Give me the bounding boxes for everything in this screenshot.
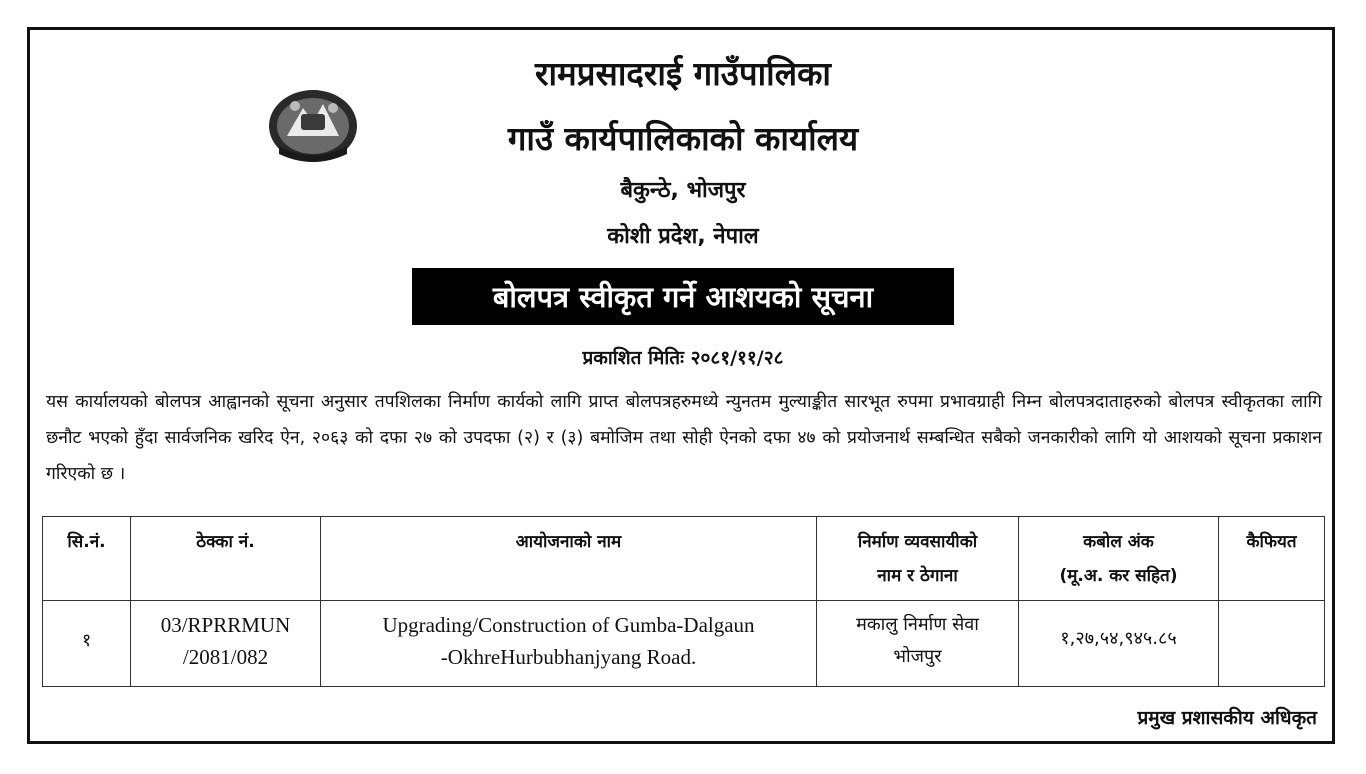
award-table [42,516,1325,687]
cell-remarks [1219,601,1325,687]
project-line2: -OkhreHurbubhanjyang Road. [440,645,697,669]
municipality-name: रामप्रसादराई गाउँपालिका [535,54,831,93]
contractor-line2: भोजपुर [893,646,942,667]
header-contractor-line1: निर्माण व्यवसायीको [857,532,978,552]
contractor-line1: मकालु निर्माण सेवा [856,614,979,635]
project-line1: Upgrading/Construction of Gumba-Dalgaun [382,613,755,637]
header-remarks: कैफियत [1219,517,1325,601]
address-line-1: बैकुन्ठे, भोजपुर [620,178,746,203]
contract-no-line2: /2081/082 [182,645,269,669]
cell-bid-amount: १,२७,५४,९४५.८५ [1019,601,1219,687]
signatory: प्रमुख प्रशासकीय अधिकृत [1137,707,1317,729]
contract-no-line1: 03/RPRRMUN [160,613,291,637]
header-contractor [817,517,1019,601]
table-row [43,601,1325,687]
header-bid-amount-line1: कबोल अंक [1083,532,1154,552]
header-sn: सि.नं. [43,517,131,601]
notice-body: यस कार्यालयको बोलपत्र आह्वानको सूचना अनुसार तपशिलका निर्माण कार्यको लागि प्राप्त बोलपत्रहरुमध्ये न्युनतम मुल्याङ्कीत सारभूत रुपमा प्रभावग्राही निम्न बोलपत्रदाताहरुको बोलपत्र स्वीकृतका लागि छनौट भएको हुँदा सार्वजनिक खरिद ऐन, २०६३ को दफा २७ को उपदफा (२) र (३) बमोजिम तथा सोही ऐनको दफा ४७ को प्रयोजनार्थ सम्बन्धित सबैको जनकारीको लागि यो आशयको सूचना प्रकाशन गरिएको छ । [46,392,1322,484]
cell-project-name [321,601,817,687]
header-bid-amount [1019,517,1219,601]
office-name: गाउँ कार्यपालिकाको कार्यालय [507,119,859,158]
header-contractor-line2: नाम र ठेगाना [877,566,958,586]
header-project-name: आयोजनाको नाम [321,517,817,601]
cell-contractor [817,601,1019,687]
address-line-2: कोशी प्रदेश, नेपाल [607,224,759,249]
table-header-row [43,517,1325,601]
cell-sn: १ [43,601,131,687]
notice-heading: बोलपत्र स्वीकृत गर्ने आशयको सूचना [412,268,954,325]
cell-contract-no [131,601,321,687]
header-contract-no: ठेक्का नं. [131,517,321,601]
published-date: प्रकाशित मितिः २०८१/११/२८ [582,347,784,369]
header-bid-amount-line2: (मू.अ. कर सहित) [1059,566,1178,586]
